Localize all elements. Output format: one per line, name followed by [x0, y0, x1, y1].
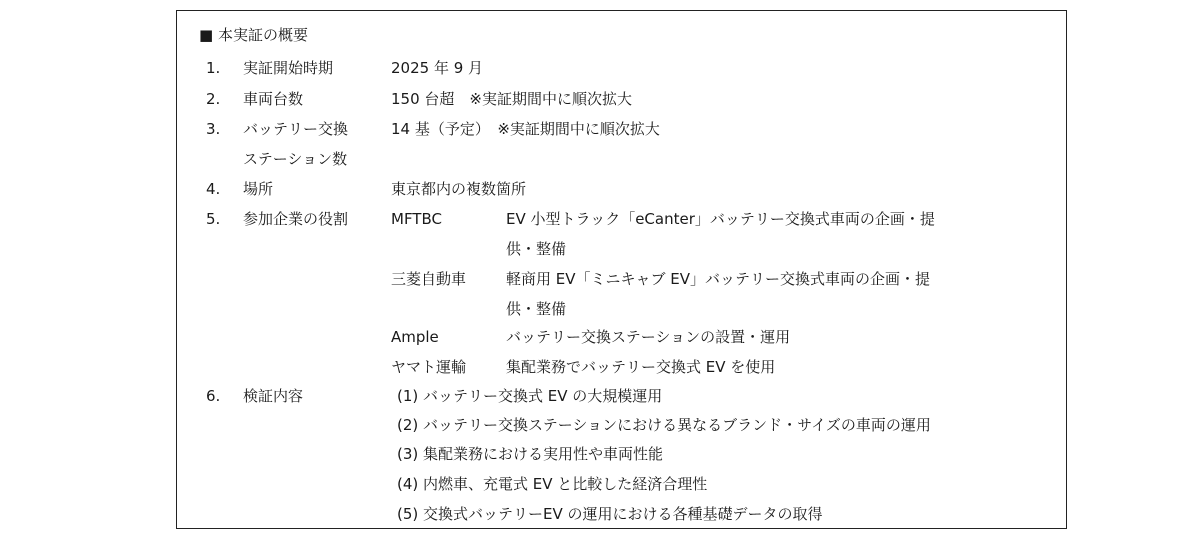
company-name: 三菱自動車: [391, 270, 467, 288]
company-role: 軽商用 EV「ミニキャブ EV」バッテリー交換式車両の企画・提: [506, 270, 931, 288]
item-label: バッテリー交換: [243, 120, 349, 138]
company-role: バッテリー交換ステーションの設置・運用: [506, 328, 791, 346]
company-role-line2: 供・整備: [506, 240, 567, 258]
verification-item: (1) バッテリー交換式 EV の大規模運用: [397, 387, 663, 405]
company-name: MFTBC: [391, 210, 442, 228]
item-number: 3.: [206, 120, 221, 138]
verification-item: (2) バッテリー交換ステーションにおける異なるブランド・サイズの車両の運用: [397, 416, 931, 434]
item-value: 東京都内の複数箇所: [391, 180, 527, 198]
company-name: Ample: [391, 328, 439, 346]
verification-item: (3) 集配業務における実用性や車両性能: [397, 445, 664, 463]
item-number: 2.: [206, 90, 221, 108]
item-number: 6.: [206, 387, 221, 405]
company-role-line2: 供・整備: [506, 300, 567, 318]
item-label: 参加企業の役割: [243, 210, 349, 228]
item-number: 1.: [206, 59, 221, 77]
item-label: 場所: [243, 180, 274, 198]
item-label: 検証内容: [243, 387, 304, 405]
company-role: 集配業務でバッテリー交換式 EV を使用: [506, 358, 776, 376]
item-label: 車両台数: [243, 90, 304, 108]
item-value: 14 基（予定） ※実証期間中に順次拡大: [391, 120, 660, 138]
item-value: 2025 年 9 月: [391, 59, 484, 77]
item-number: 4.: [206, 180, 221, 198]
verification-item: (4) 内燃車、充電式 EV と比較した経済合理性: [397, 475, 708, 493]
item-label: 実証開始時期: [243, 59, 334, 77]
item-number: 5.: [206, 210, 221, 228]
item-value: 150 台超 ※実証期間中に順次拡大: [391, 90, 632, 108]
section-title: ■ 本実証の概要: [199, 26, 308, 44]
company-role: EV 小型トラック「eCanter」バッテリー交換式車両の企画・提: [506, 210, 935, 228]
company-name: ヤマト運輸: [391, 358, 467, 376]
item-label-line2: ステーション数: [243, 150, 348, 168]
verification-item: (5) 交換式バッテリーEV の運用における各種基礎データの取得: [397, 505, 823, 523]
